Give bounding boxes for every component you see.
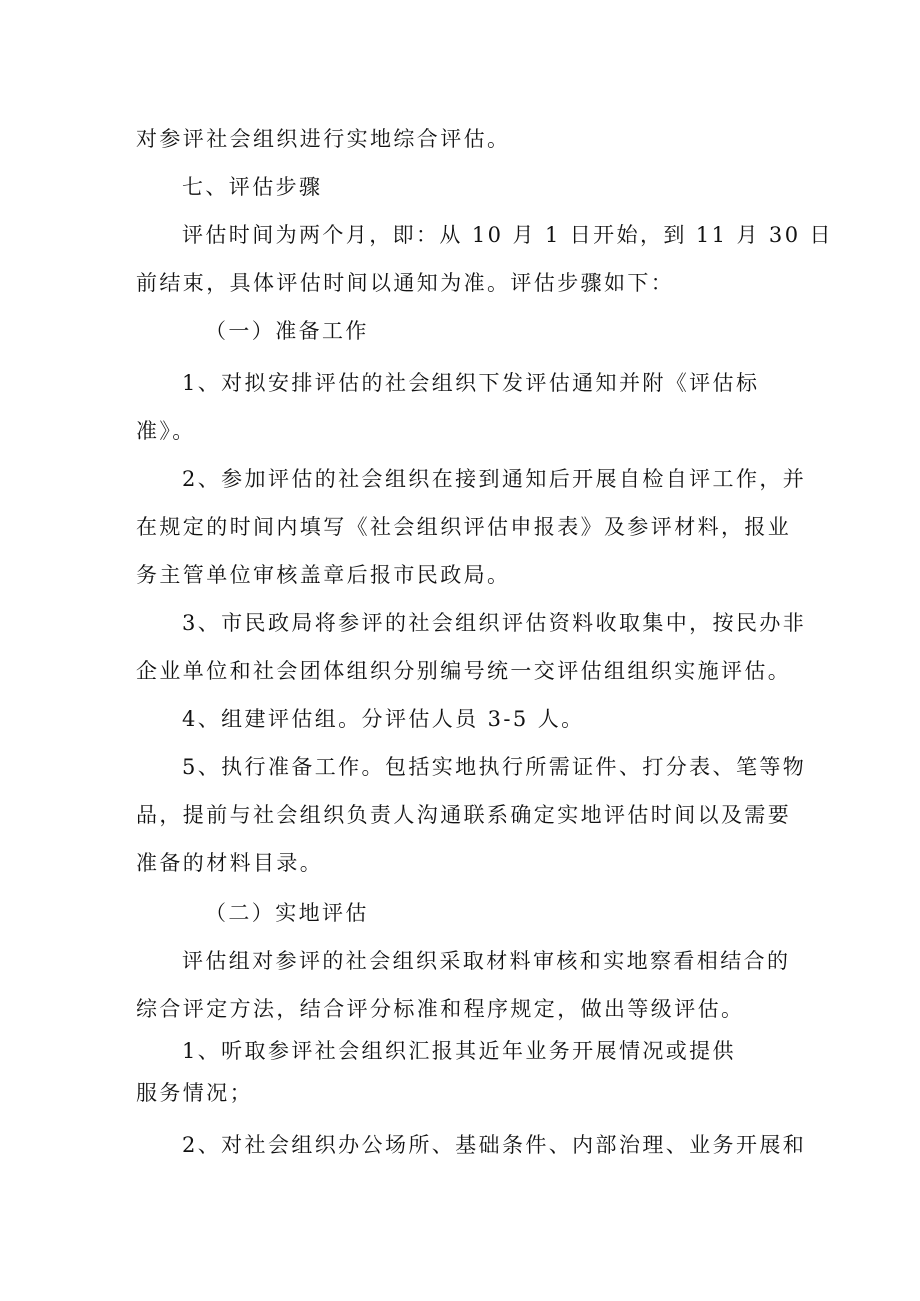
list-item: 4、组建评估组。分评估人员 3-5 人。 [182,707,585,731]
paragraph-line: 企业单位和社会团体组织分别编号统一交评估组组织实施评估。 [136,659,792,683]
subsection-heading-preparation: （一）准备工作 [205,319,369,343]
list-item: 2、对社会组织办公场所、基础条件、内部治理、业务开展和 [182,1133,807,1157]
paragraph-line: 准备的材料目录。 [136,851,324,875]
paragraph-line: 前结束，具体评估时间以通知为准。评估步骤如下： [136,271,675,295]
section-heading-evaluation-steps: 七、评估步骤 [182,175,323,199]
subsection-heading-onsite-evaluation: （二）实地评估 [205,901,369,925]
paragraph-line: 评估组对参评的社会组织采取材料审核和实地察看相结合的 [182,949,791,973]
list-item: 2、参加评估的社会组织在接到通知后开展自检自评工作，并 [182,467,807,491]
paragraph-line: 品，提前与社会组织负责人沟通联系确定实地评估时间以及需要 [136,803,792,827]
list-item: 5、执行准备工作。包括实地执行所需证件、打分表、笔等物 [182,755,807,779]
paragraph-line: 准》。 [136,419,196,443]
paragraph-line: 在规定的时间内填写《社会组织评估申报表》及参评材料，报业 [136,515,792,539]
paragraph-line: 对参评社会组织进行实地综合评估。 [136,127,511,151]
paragraph-line: 评估时间为两个月，即：从 10 月 1 日开始，到 11 月 30 日 [182,223,833,247]
paragraph-line: 服务情况； [136,1081,253,1105]
list-item: 3、市民政局将参评的社会组织评估资料收取集中，按民办非 [182,611,807,635]
paragraph-line: 综合评定方法，结合评分标准和程序规定，做出等级评估。 [136,997,745,1021]
list-item: 1、对拟安排评估的社会组织下发评估通知并附《评估标 [182,371,760,395]
paragraph-line: 务主管单位审核盖章后报市民政局。 [136,563,511,587]
list-item: 1、听取参评社会组织汇报其近年业务开展情况或提供 [182,1039,736,1063]
